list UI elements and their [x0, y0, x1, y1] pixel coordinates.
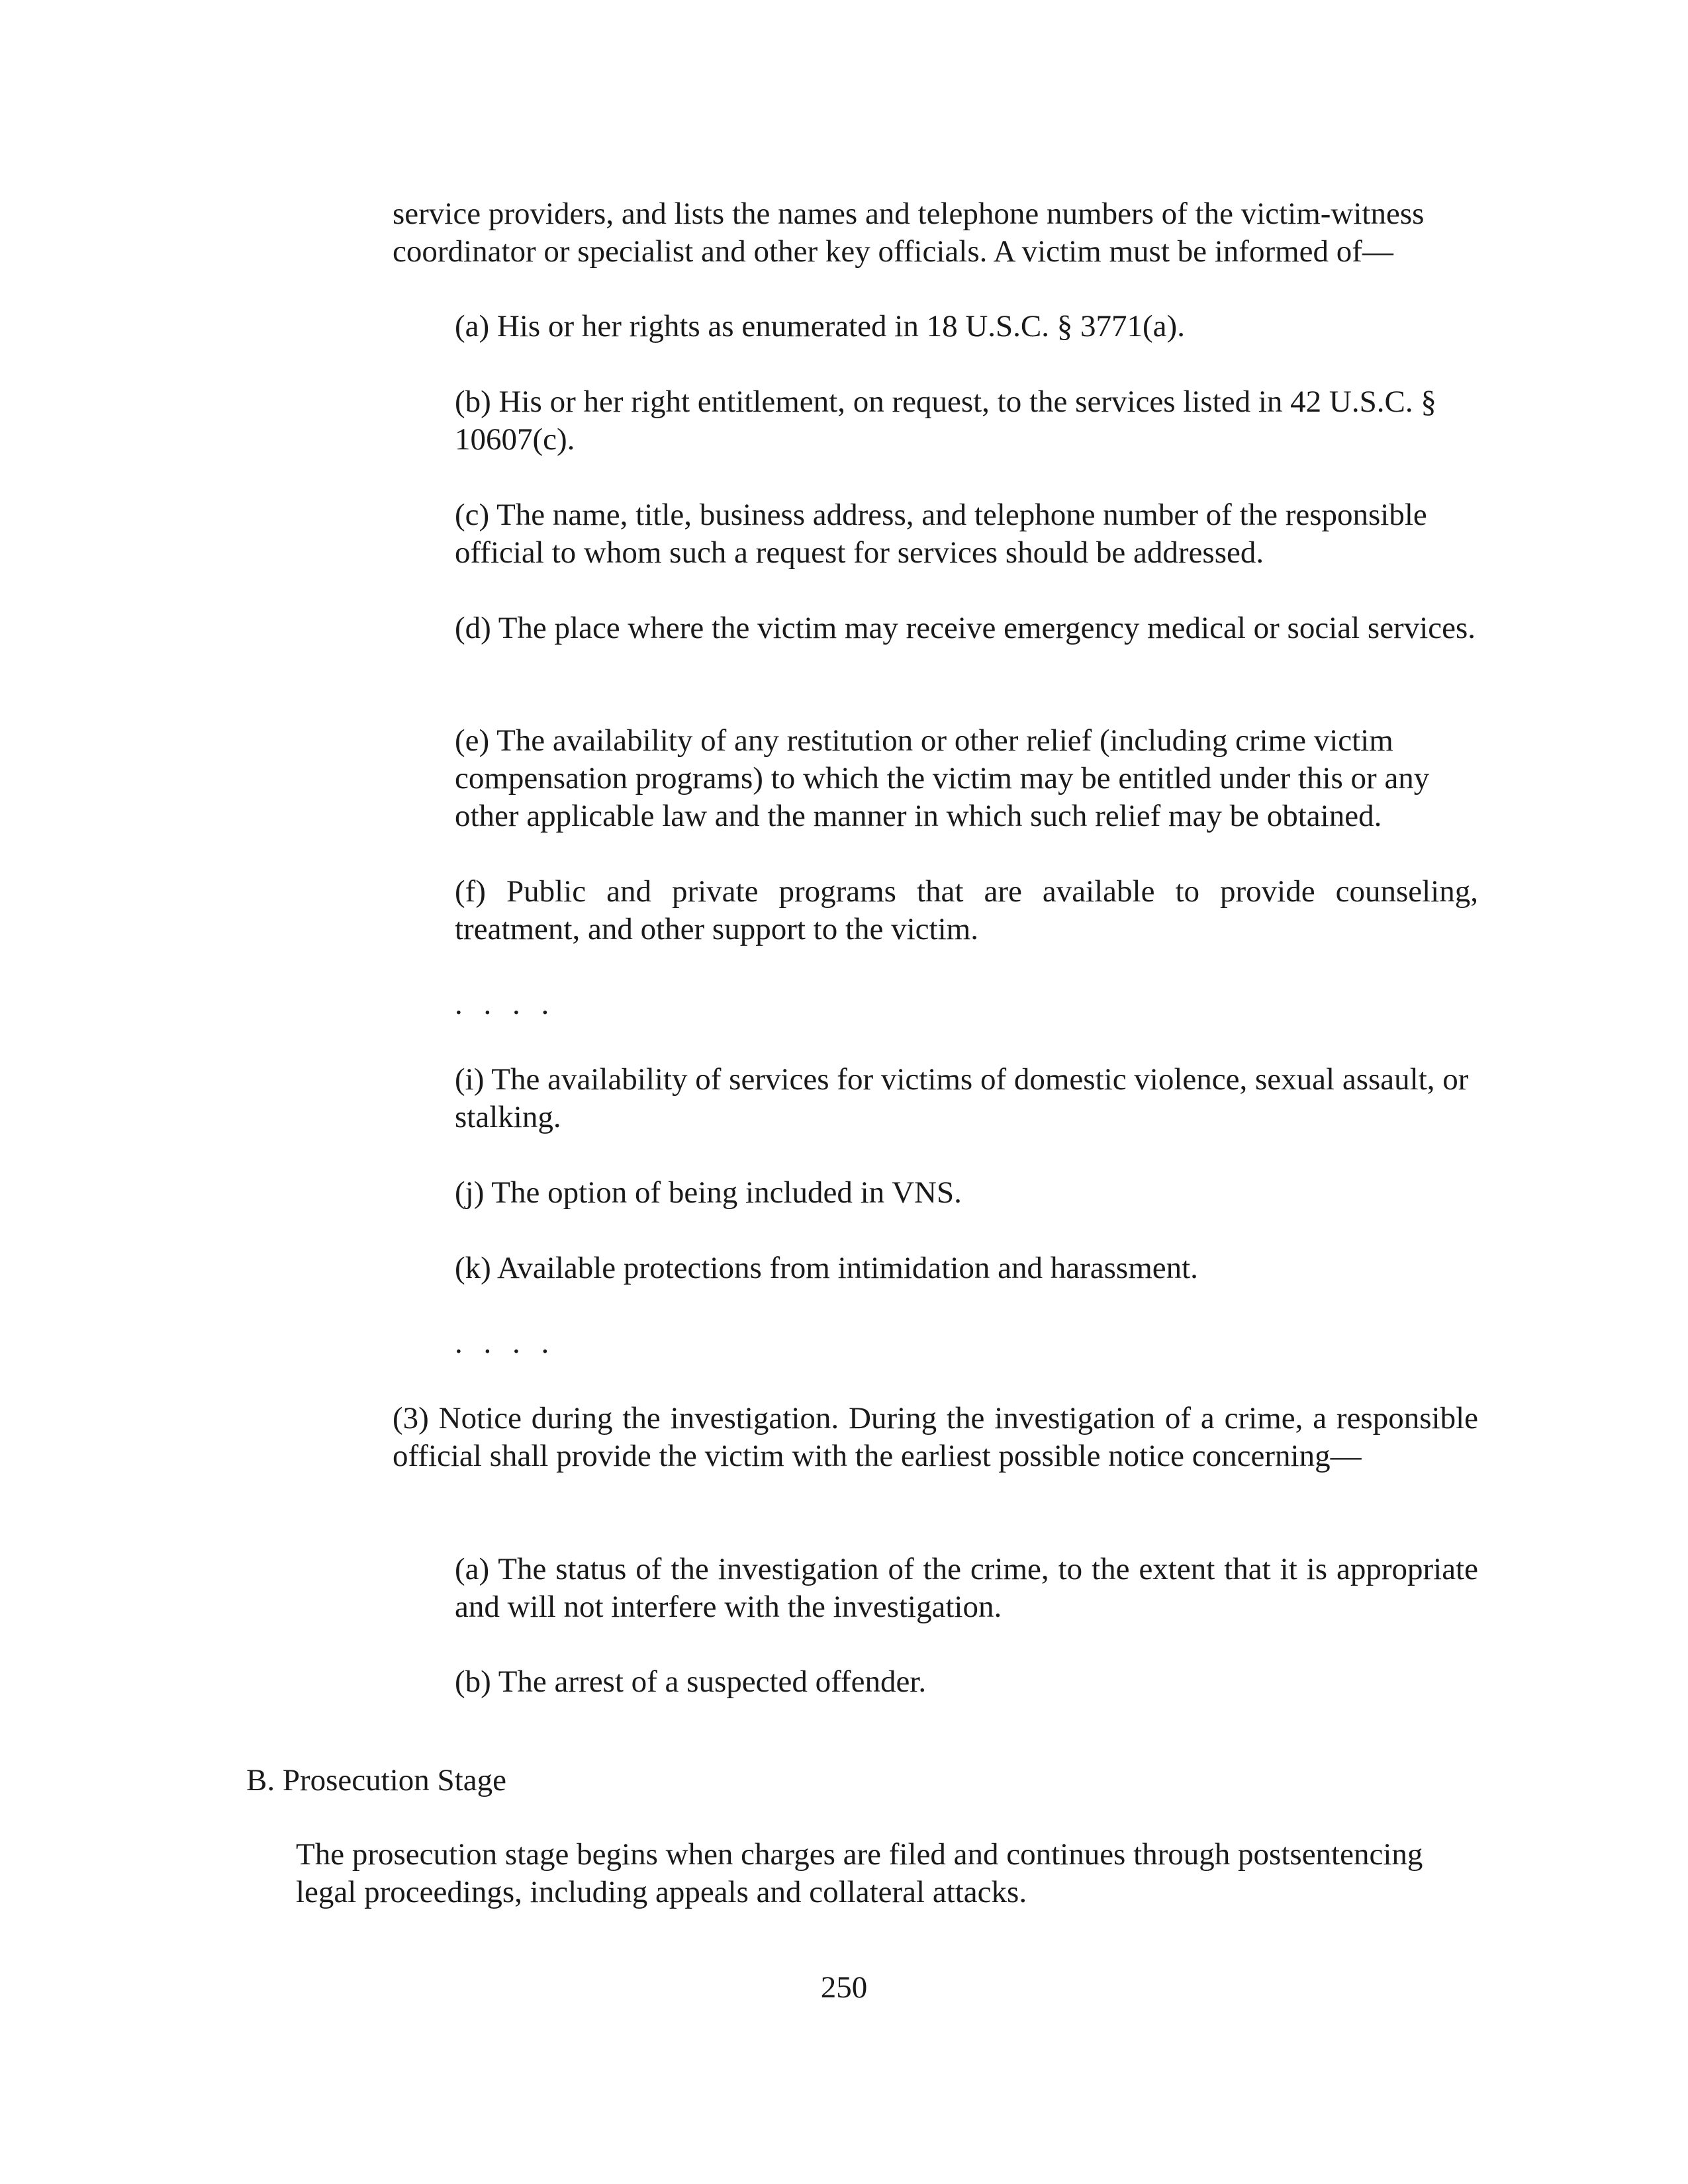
ellipsis-omission-1: . . . . — [455, 987, 556, 1021]
list-item-i: (i) The availability of services for victims of domestic violence, sexual assault, or stalking. — [455, 1062, 1469, 1134]
list-item-d: (d) The place where the victim may receive emergency medical or social services. — [455, 611, 1476, 645]
list-item-k: (k) Available protections from intimidation and harassment. — [455, 1251, 1198, 1285]
list-item-a: (a) His or her rights as enumerated in 18 U.S.C. § 3771(a). — [455, 309, 1185, 343]
list-item-j: (j) The option of being included in VNS. — [455, 1175, 962, 1210]
list-item-e: (e) The availability of any restitution or other relief (including crime victim compensation programs) to which the victim may be entitled under this or any other applicable law and the manner in which such relief may be obtained. — [455, 723, 1430, 833]
intro-paragraph: service providers, and lists the names and telephone numbers of the victim-witness coordinator or specialist and other key officials. A victim must be informed of— — [393, 197, 1425, 269]
ellipsis-omission-2: . . . . — [455, 1326, 556, 1360]
list-item-c: (c) The name, title, business address, and telephone number of the responsible official to whom such a request for services should be addressed. — [455, 498, 1427, 570]
list-item-f: (f) Public and private programs that are available to provide counseling, treatment, and other support to the victim. — [455, 874, 1478, 946]
investigation-item-a: (a) The status of the investigation of the crime, to the extent that it is appropriate and will not interfere with the investigation. — [455, 1552, 1478, 1624]
section-3-paragraph: (3) Notice during the investigation. During the investigation of a crime, a responsible official shall provide the victim with the earliest possible notice concerning— — [393, 1401, 1478, 1473]
page-number: 250 — [820, 1970, 868, 2005]
investigation-item-b: (b) The arrest of a suspected offender. — [455, 1664, 927, 1699]
list-item-b: (b) His or her right entitlement, on request, to the services listed in 42 U.S.C. § 10607(c). — [455, 385, 1436, 457]
section-heading-b: B. Prosecution Stage — [246, 1763, 506, 1797]
prosecution-paragraph: The prosecution stage begins when charges are filed and continues through postsentencing legal proceedings, including appeals and collateral attacks. — [296, 1837, 1423, 1909]
